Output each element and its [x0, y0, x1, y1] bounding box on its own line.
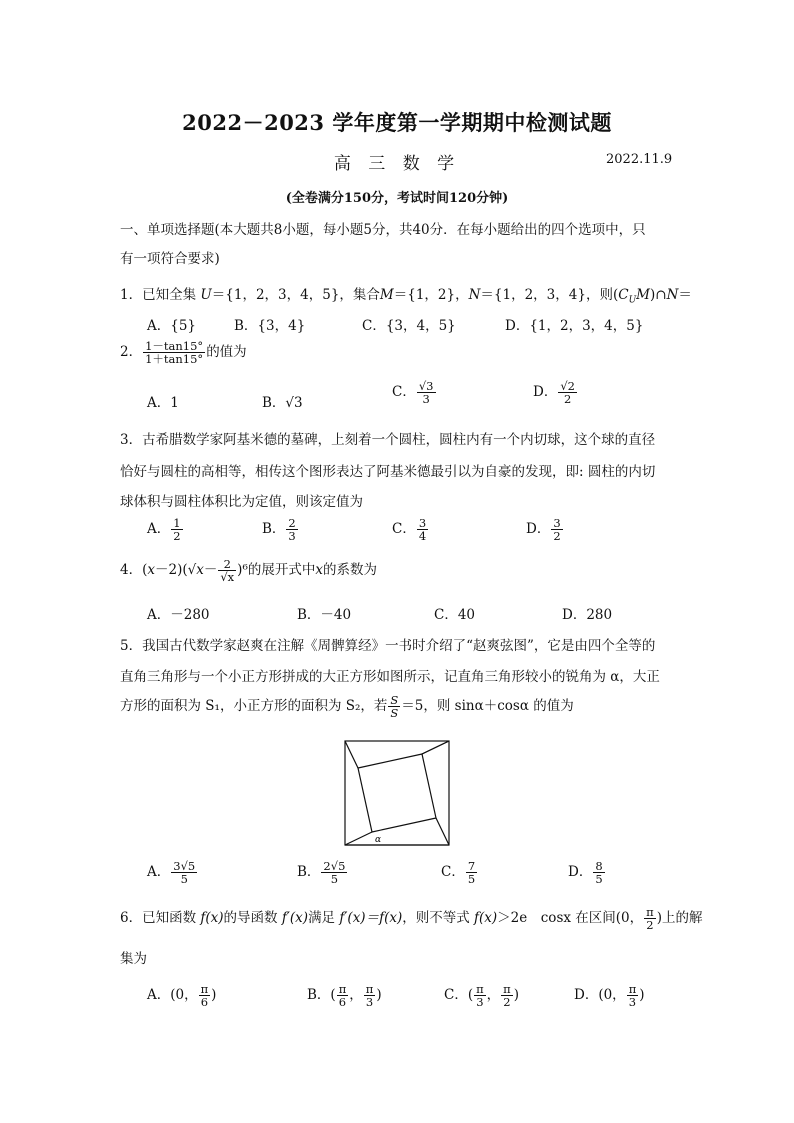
q6-text: 满足 [308, 910, 340, 927]
q6-option-b[interactable] [307, 983, 382, 1008]
q2-fraction [143, 340, 205, 365]
q6-option-b-frac2 [364, 983, 376, 1008]
q6-frac-den: 2 [646, 918, 654, 933]
q6-option-b-sep: ， [349, 987, 363, 1004]
q6-text: 的导函数 [223, 910, 282, 927]
q6-option-c-den2: 2 [503, 995, 511, 1010]
q5-var-s2: S [390, 706, 399, 721]
q4-text: 的展开式中 [247, 562, 316, 579]
q3-option-a-num: 1 [173, 516, 181, 530]
q6-option-d-label: D．(0， [574, 987, 626, 1004]
q5-option-b-den: 5 [330, 872, 339, 887]
q6-option-a-label: A．(0， [147, 987, 198, 1004]
q6-option-d-den: 3 [628, 995, 637, 1010]
q1-var-u: U [200, 287, 212, 303]
outer-square [345, 741, 449, 845]
q6-fraction [644, 906, 656, 931]
q4-power: )⁶ [237, 562, 248, 579]
q1-var-n: N [468, 287, 481, 303]
q4-option-c[interactable]: C．40 [434, 607, 476, 623]
q3-option-c-den: 4 [418, 529, 427, 544]
q3-option-b-frac [286, 517, 297, 542]
q5-option-c-frac [466, 860, 477, 885]
q2-numerator: 1－tan15° [145, 339, 204, 353]
q6-option-b-close: ) [376, 987, 382, 1004]
q3-option-b-den: 3 [288, 529, 296, 544]
q1-sub-u: U [628, 295, 637, 306]
q6-equation: f′(x)＝f(x) [339, 910, 403, 927]
q4-stem [120, 558, 377, 583]
q4-frac-num: 2 [218, 558, 236, 571]
q2-option-c[interactable] [392, 380, 437, 405]
q3-option-b[interactable] [262, 517, 299, 542]
inner-square [358, 754, 436, 832]
q3-option-a-label: A． [147, 521, 171, 538]
q5-option-c[interactable] [441, 860, 478, 885]
q5-text: 方形的面积为 S₁，小正方形的面积为 S₂，若 [120, 698, 388, 715]
q6-option-a[interactable] [147, 983, 216, 1008]
q4-option-a[interactable]: A．－280 [147, 607, 210, 623]
q1-var-m: M [379, 287, 394, 303]
q5-option-a[interactable] [147, 860, 198, 885]
q6-option-a-close: ) [211, 987, 217, 1004]
q6-option-c-frac2 [501, 983, 513, 1008]
q2-option-b-value: √3 [285, 395, 303, 411]
q6-option-b-num2: π [365, 982, 374, 996]
q6-option-c-frac1 [474, 983, 486, 1008]
q4-frac-den: √x [220, 570, 235, 585]
q1-option-b[interactable]: B．{3，4} [234, 318, 306, 334]
q6-option-c-label: C．( [444, 987, 474, 1004]
q3-option-b-label: B． [262, 521, 286, 538]
q3-option-c[interactable] [392, 517, 429, 542]
triangle-edge [422, 741, 449, 754]
q1-stem [120, 283, 692, 306]
q5-fraction [388, 694, 400, 719]
q5-option-a-label: A． [147, 864, 171, 881]
zhao-shuang-figure [344, 740, 450, 846]
q6-option-b-den2: 3 [365, 995, 374, 1010]
q5-option-c-label: C． [441, 864, 465, 881]
exam-note: (全卷满分150分，考试时间120分钟) [285, 191, 509, 206]
section-heading-line1: 一、单项选择题(本大题共8小题，每小题5分，共40分．在每小题给出的四个选项中，只 [120, 222, 646, 238]
q3-line2: 恰好与圆柱的高相等，相传这个图形表达了阿基米德最引以为自豪的发现，即: 圆柱的内切 [120, 464, 656, 480]
q6-option-d-num: π [628, 982, 637, 996]
q3-option-d-frac [551, 517, 562, 542]
q2-stem [120, 340, 247, 365]
q6-option-b-den1: 6 [338, 995, 347, 1010]
q6-line2: 集为 [120, 951, 147, 967]
q3-option-c-frac [417, 517, 428, 542]
subject-title: 高 三 数 学 [333, 154, 461, 174]
q6-option-c[interactable] [444, 983, 519, 1008]
q6-option-d-frac [627, 983, 639, 1008]
q5-option-d-den: 5 [595, 872, 603, 887]
q3-option-d-den: 2 [553, 529, 561, 544]
q6-option-c-den1: 3 [476, 995, 484, 1010]
q5-option-d-label: D． [568, 864, 593, 881]
triangle-edge [436, 818, 449, 845]
q3-line3: 球体积与圆柱体积比为定值，则该定值为 [120, 494, 363, 510]
q1-text: ＝{1，2，3，4}，则( [480, 287, 619, 303]
q2-option-b-label: B． [262, 395, 286, 411]
q4-var-x: x [315, 562, 323, 579]
q6-func2: f(x) [474, 910, 498, 927]
q3-option-d-label: D． [526, 521, 551, 538]
q6-text: ＞2e cosx 在区间(0， [497, 910, 644, 927]
q1-text: ＝{1，2}， [393, 287, 469, 303]
q2-option-c-den: 3 [422, 392, 430, 407]
triangle-edge [345, 832, 372, 845]
q6-option-c-num2: π [503, 982, 511, 996]
q5-option-d[interactable] [568, 860, 606, 885]
q1-text: ＝{1，2，3，4，5}，集合 [211, 287, 380, 303]
q3-option-c-num: 3 [418, 516, 427, 530]
q3-option-d[interactable] [526, 517, 564, 542]
q5-option-b-frac [321, 860, 347, 885]
q2-option-c-num: √3 [418, 379, 434, 393]
q3-option-c-label: C． [392, 521, 416, 538]
page-title: 2022－2023 学年度第一学期期中检测试题 [182, 110, 612, 135]
q4-text: 的系数为 [322, 562, 377, 579]
q6-derivative: f′(x) [281, 910, 309, 927]
q2-option-d[interactable] [533, 380, 578, 405]
q6-option-d[interactable] [574, 983, 645, 1008]
q1-complement: C [618, 287, 629, 303]
q5-option-a-frac [171, 860, 197, 885]
q2-number: 2． [120, 344, 143, 361]
q6-option-a-frac [199, 983, 211, 1008]
q2-option-b[interactable] [262, 391, 303, 411]
q2-suffix: 的值为 [206, 344, 247, 361]
q6-option-a-num: π [200, 982, 209, 996]
q5-option-c-den: 5 [467, 872, 476, 887]
q2-option-d-num: √2 [560, 379, 575, 393]
q6-option-a-den: 6 [200, 995, 209, 1010]
exam-date: 2022.11.9 [606, 152, 673, 167]
q4-text: －2)(√ [154, 562, 197, 579]
q5-option-d-frac [593, 860, 604, 885]
q4-var-x: x [147, 562, 155, 579]
q5-option-b-label: B． [297, 864, 321, 881]
q2-denominator: 1＋tan15° [145, 352, 204, 367]
section-heading-line2: 有一项符合要求) [120, 251, 220, 267]
q5-text: ＝5，则 sinα＋cosα 的值为 [401, 698, 574, 715]
q6-option-c-num1: π [476, 982, 484, 996]
q1-text: )∩ [649, 287, 667, 303]
q6-line1 [120, 906, 702, 931]
q6-frac-num: π [646, 905, 654, 919]
q4-text: 4．( [120, 562, 148, 579]
q4-text: － [203, 562, 218, 579]
q5-frac-den [388, 707, 400, 719]
q6-text: ，则不等式 [402, 910, 475, 927]
q1-option-c[interactable]: C．{3，4，5} [362, 318, 456, 334]
q6-text: )上的解 [656, 910, 703, 927]
q5-option-a-den: 5 [180, 872, 188, 887]
q1-var-m2: M [636, 287, 650, 303]
q4-option-b[interactable]: B．－40 [297, 607, 352, 623]
q6-option-d-close: ) [639, 987, 645, 1004]
q4-fraction [218, 558, 236, 583]
q2-option-c-label: C． [392, 384, 416, 401]
q6-option-c-sep: ， [486, 987, 501, 1004]
q6-option-b-num1: π [338, 982, 347, 996]
q3-option-b-num: 2 [288, 516, 296, 530]
q4-option-d[interactable]: D．280 [562, 607, 613, 623]
triangle-edge [345, 768, 358, 845]
q5-option-b[interactable] [297, 860, 348, 885]
q1-option-a[interactable]: A．{5} [147, 318, 197, 334]
q3-option-a[interactable] [147, 517, 184, 542]
q4-var-x: x [196, 562, 204, 579]
q5-line2: 直角三角形与一个小正方形拼成的大正方形如图所示，记直角三角形较小的锐角为 α，大正 [120, 669, 660, 685]
q6-option-b-frac1 [337, 983, 349, 1008]
q2-option-d-frac [558, 380, 577, 405]
q5-line1: 5．我国古代数学家赵爽在注解《周髀算经》一书时介绍了“赵爽弦图”，它是由四个全等的 [120, 638, 656, 654]
q3-line1: 3．古希腊数学家阿基米德的墓碑，上刻着一个圆柱，圆柱内有一个内切球，这个球的直径 [120, 432, 656, 448]
triangle-edge [345, 741, 358, 768]
q1-text: 1．已知全集 [120, 287, 201, 303]
q3-option-a-den: 2 [173, 529, 181, 544]
q3-option-d-num: 3 [553, 516, 561, 530]
q2-option-d-label: D． [533, 384, 558, 401]
q5-var-s1: S [390, 693, 399, 707]
q2-option-a[interactable]: A．1 [147, 395, 179, 411]
q1-option-d[interactable]: D．{1，2，3，4，5} [505, 318, 644, 334]
q6-func: f(x) [200, 910, 224, 927]
q5-option-a-num: 3√5 [173, 859, 196, 873]
q5-line3 [120, 694, 574, 719]
q6-option-c-close: ) [513, 987, 520, 1004]
q1-var-n2: N [666, 287, 679, 303]
q5-option-d-num: 8 [595, 859, 603, 873]
q5-option-b-num: 2√5 [323, 859, 346, 873]
q6-text: 6．已知函数 [120, 910, 201, 927]
q6-option-b-label: B．( [307, 987, 336, 1004]
q1-text: ＝ [678, 287, 692, 303]
q3-option-a-frac [171, 517, 182, 542]
q5-option-c-num: 7 [467, 859, 476, 873]
q2-option-c-frac [417, 380, 436, 405]
q2-option-d-den: 2 [563, 392, 572, 407]
alpha-label: α [375, 835, 382, 845]
